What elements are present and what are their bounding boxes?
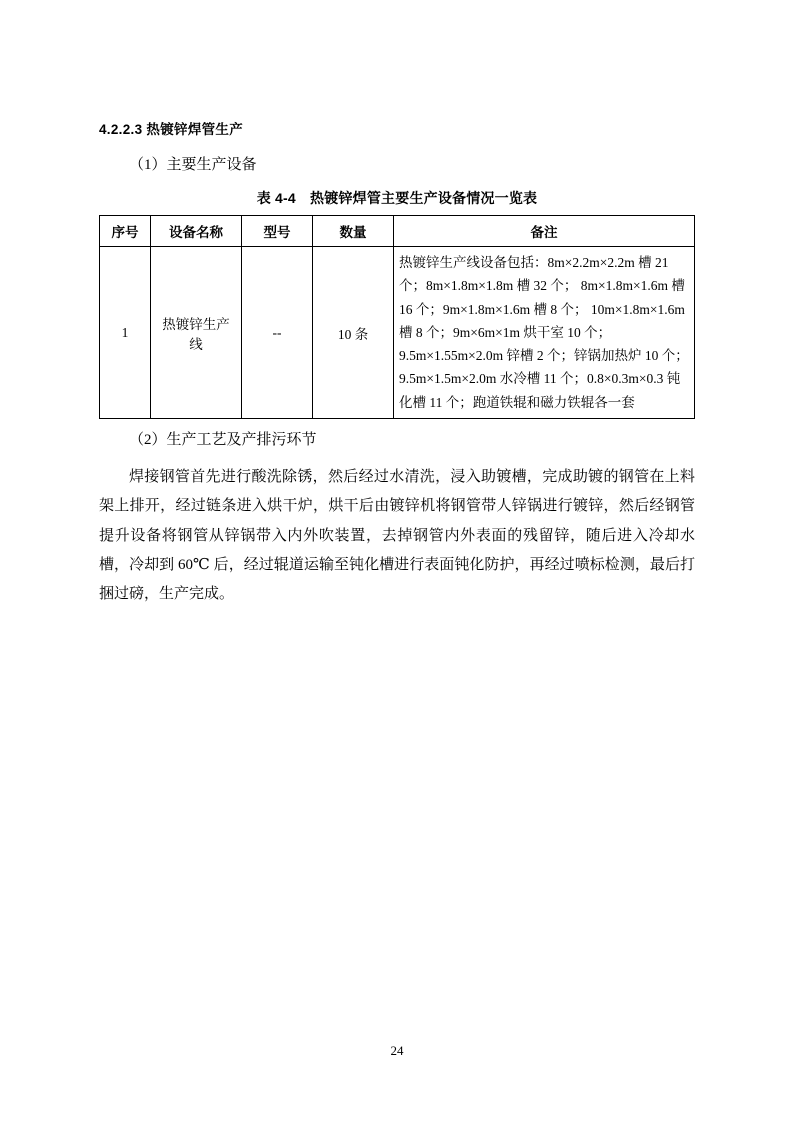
table-header-row <box>100 216 695 247</box>
cell-model: -- <box>242 247 313 419</box>
page-content <box>99 118 695 609</box>
cell-name: 热镀锌生产线 <box>151 247 242 419</box>
table-header-model: 型号 <box>242 216 313 247</box>
table-header-no: 序号 <box>100 216 151 247</box>
cell-qty: 10 条 <box>313 247 394 419</box>
table-header-note: 备注 <box>394 216 695 247</box>
section-heading: 4.2.2.3 热镀锌焊管生产 <box>99 122 244 137</box>
table-row <box>100 247 695 419</box>
body-paragraph: 焊接钢管首先进行酸洗除锈，然后经过水清洗，浸入助镀槽，完成助镀的钢管在上料架上排开，经过链条进入烘干炉，烘干后由镀锌机将钢管带人锌锅进行镀锌，然后经钢管提升设备将钢管从锌锅带入内外吹装置，去掉钢管内外表面的残留锌，随后进入冷却水槽，冷却到 60℃ 后，经过辊道运输至钝化槽进行表面钝化防护，再经过喷标检测，最后打捆过磅，生产完成。 <box>99 469 695 603</box>
page-number: 24 <box>390 1043 404 1058</box>
cell-no: 1 <box>100 247 151 419</box>
table-header-name: 设备名称 <box>151 216 242 247</box>
equipment-table <box>99 215 695 419</box>
table-header-qty: 数量 <box>313 216 394 247</box>
table-caption: 表 4-4 热镀锌焊管主要生产设备情况一览表 <box>256 190 538 207</box>
subsection-1-label: （1）主要生产设备 <box>129 157 257 173</box>
subsection-2-label: （2）生产工艺及产排污环节 <box>129 431 317 448</box>
cell-note: 热镀锌生产线设备包括：8m×2.2m×2.2m 槽 21 个；8m×1.8m×1.8m 槽 32 个； 8m×1.8m×1.6m 槽 16 个；9m×1.8m×1.6m 槽 8 个； 10m×1.8m×1.6m 槽 8 个；9m×6m×1m 烘干室 10 个； 9.5m×1.55m×2.0m 锌槽 2 个；锌锅加热炉 10 个； 9.5m×1.5m×2.0m 水冷槽 11 个；0.8×0.3m×0.3 钝化槽 11 个；跑道铁辊和磁力铁辊各一套 <box>394 247 695 419</box>
